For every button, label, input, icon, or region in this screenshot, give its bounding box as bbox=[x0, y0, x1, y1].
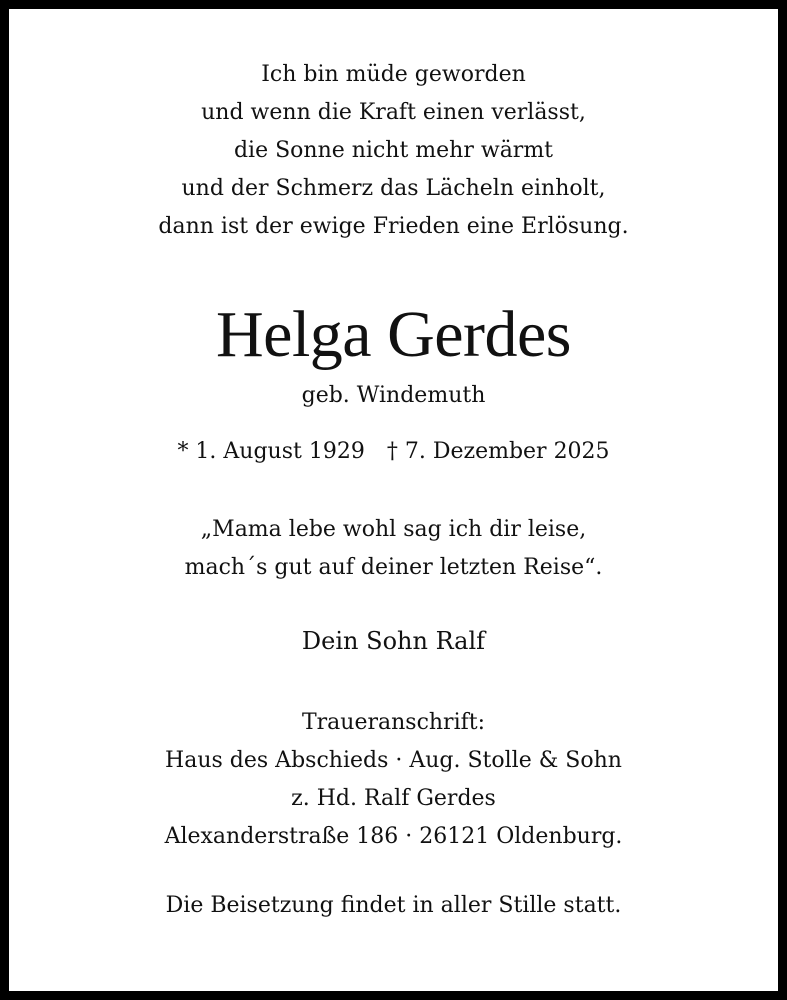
poem-line: und wenn die Kraft einen verlässt, bbox=[201, 100, 586, 125]
quote-line: mach´s gut auf deiner letzten Reise“. bbox=[184, 555, 603, 580]
birth-date: * 1. August 1929 bbox=[177, 439, 365, 464]
quote-line: „Mama lebe wohl sag ich dir leise, bbox=[200, 517, 587, 542]
mourning-address bbox=[9, 704, 778, 856]
life-dates bbox=[9, 439, 778, 464]
poem-line: die Sonne nicht mehr wärmt bbox=[233, 138, 554, 163]
poem bbox=[9, 56, 778, 246]
poem-line: Ich bin müde geworden bbox=[261, 62, 526, 87]
address-line: Alexanderstraße 186 · 26121 Oldenburg. bbox=[164, 824, 623, 849]
address-heading: Traueranschrift: bbox=[301, 710, 486, 735]
poem-line: dann ist der ewige Frieden eine Erlösung. bbox=[158, 214, 629, 239]
funeral-note: Die Beisetzung findet in aller Stille statt. bbox=[165, 893, 622, 918]
address-line: Haus des Abschieds · Aug. Stolle & Sohn bbox=[165, 748, 622, 773]
maiden-name: geb. Windemuth bbox=[301, 383, 486, 408]
poem-line: und der Schmerz das Lächeln einholt, bbox=[181, 176, 606, 201]
deceased-name: Helga Gerdes bbox=[215, 298, 571, 371]
address-line: z. Hd. Ralf Gerdes bbox=[291, 786, 496, 811]
signoff: Dein Sohn Ralf bbox=[301, 627, 486, 655]
death-date: † 7. Dezember 2025 bbox=[386, 439, 610, 464]
farewell-quote bbox=[9, 511, 778, 587]
